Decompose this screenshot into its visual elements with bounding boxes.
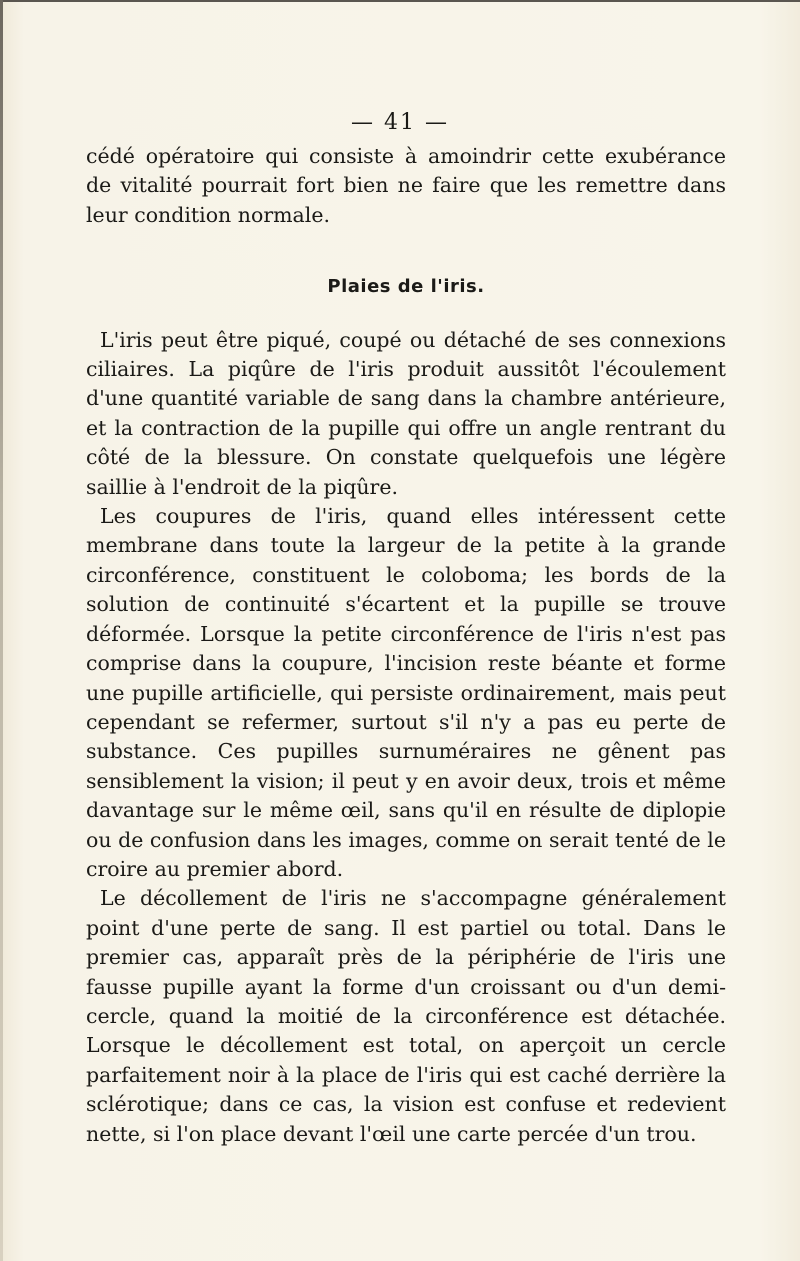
paragraph-coupures: Les coupures de l'iris, quand elles intéressent cette membrane dans toute la largeur de la petite à la grande circonférence, constituent le coloboma; les bords de la solution de continuité s'écartent et la pupille se trouve déformée. Lorsque la petite circonférence de l'iris n'est pas comprise dans la coupure, l'incision reste béante et forme une pupille artificielle, qui persiste ordinairement, mais peut cependant se refermer, surtout s'il n'y a pas eu perte de substance. Ces pupilles surnuméraires ne gênent pas sensiblement la vision; il peut y en avoir deux, trois et même davantage sur le même œil, sans qu'il en résulte de diplopie ou de confusion dans les images, comme on serait tenté de le croire au premier abord.: [86, 504, 726, 881]
paragraph-piqure: L'iris peut être piqué, coupé ou détaché de ses connexions ciliaires. La piqûre de l'iris produit aussitôt l'écoulement d'une quantité variable de sang dans la chambre antérieure, et la contraction de la pupille qui offre un angle rentrant du côté de la blessure. On constate quelquefois une légère saillie à l'endroit de la piqûre.: [86, 327, 726, 499]
page-top-edge: [0, 0, 800, 2]
continuation-paragraph: cédé opératoire qui consiste à amoindrir cette exubérance de vitalité pourrait fort bien ne faire que les remettre dans leur condition normale.: [86, 144, 726, 227]
paragraph-decollement: Le décollement de l'iris ne s'accompagne généralement point d'une perte de sang. Il est partiel ou total. Dans le premier cas, apparaît près de la périphérie de l'iris une fausse pupille ayant la forme d'un croissant ou d'un demi-cercle, quand la moitié de la circonférence est détachée. Lorsque le décollement est total, on aperçoit un cercle parfaitement noir à la place de l'iris qui est caché derrière la sclérotique; dans ce cas, la vision est confuse et redevient nette, si l'on place devant l'œil une carte percée d'un trou.: [86, 886, 726, 1146]
body-text: [86, 142, 726, 1149]
section-heading: Plaies de l'iris.: [327, 276, 485, 298]
page-left-edge: [0, 0, 3, 1261]
page-number: — 41 —: [351, 110, 449, 135]
